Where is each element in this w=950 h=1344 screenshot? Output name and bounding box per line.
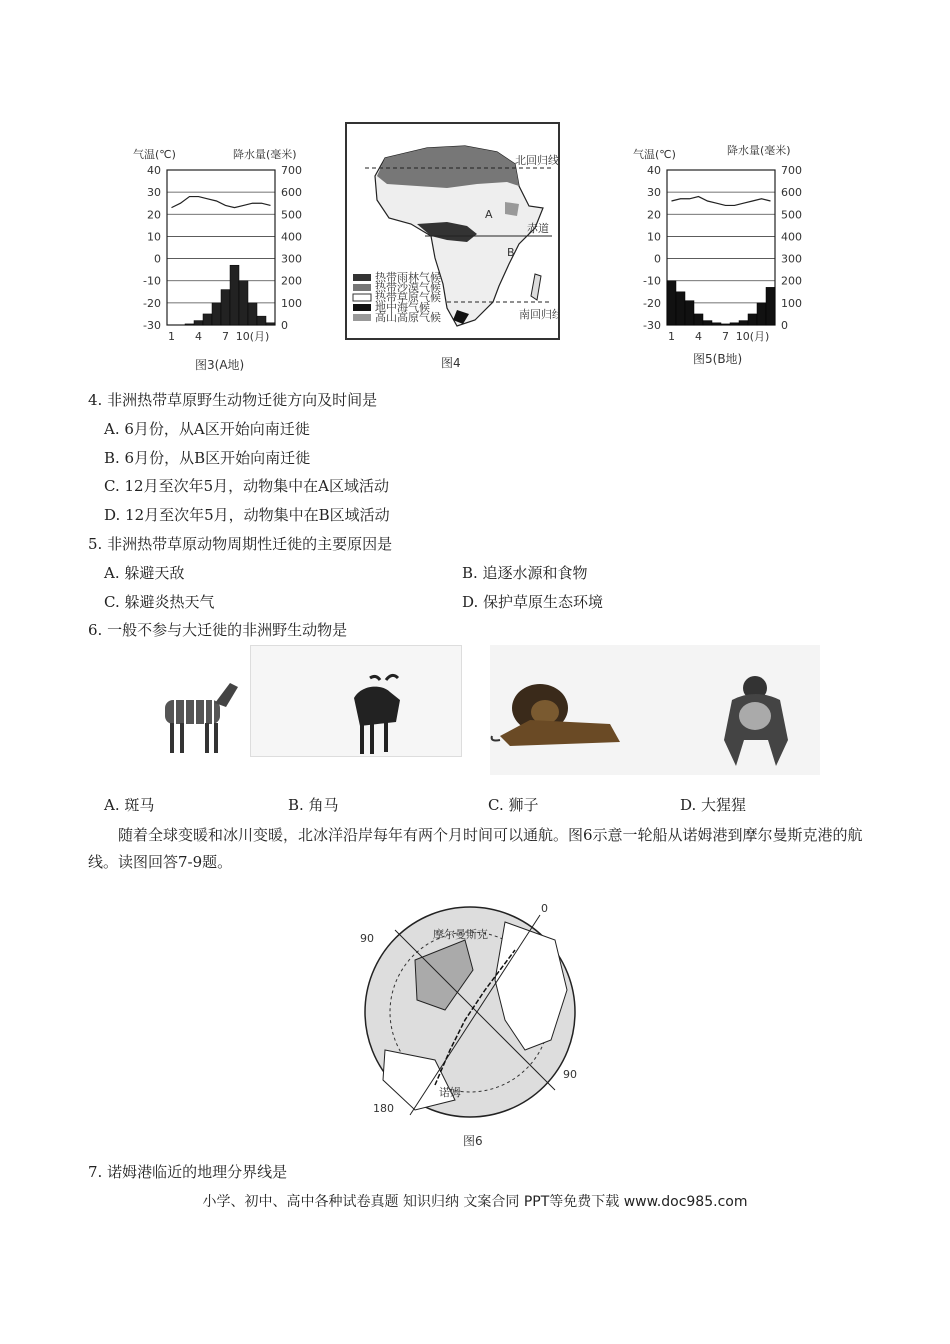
legend-swatch-rainforest [353,274,371,281]
left-tick-label: 10 [147,230,161,244]
left-axis-label: 气温(℃) [633,148,676,161]
climate-chart-b [625,140,825,370]
figure-5 [625,140,825,370]
precip-bar [757,303,766,325]
right-tick-label: 0 [781,319,788,332]
africa-climate-map [345,122,560,340]
right-axis-label: 降水量(毫米) [727,144,791,157]
precip-bar [185,324,194,325]
highland-zone [505,202,519,216]
region-b-label: B [507,246,515,259]
q4-option-c: C. 12月至次年5月，动物集中在A区域活动 [104,477,389,495]
question-7-stem: 7. 诺姆港临近的地理分界线是 [88,1163,288,1181]
legend-swatch-mediterranean [353,304,371,311]
left-tick-label: 10 [647,230,661,244]
legend-swatch-desert [353,284,371,291]
x-tick-label: 1 [668,330,675,343]
right-tick-label: 600 [781,186,802,200]
arctic-route-map [355,900,585,1130]
precip-bar [730,323,739,325]
precip-bar [676,292,685,325]
right-axis-label: 降水量(毫米) [233,148,297,161]
left-tick-label: -20 [643,296,661,310]
figure-caption: 图4 [441,356,461,370]
precip-bar [667,281,676,325]
q4-option-d: D. 12月至次年5月，动物集中在B区域活动 [104,506,390,524]
madagascar [531,274,541,300]
precip-bar [685,301,694,325]
right-tick-label: 400 [781,230,802,244]
x-tick-label: 1 [168,330,175,343]
legend-label: 热带沙漠气候 [375,281,441,294]
nome-label: 诺姆 [439,1086,461,1099]
precip-bar [748,314,757,325]
lon-label: 0 [541,902,548,915]
legend-label: 热带雨林气候 [375,271,441,284]
precip-bar [694,314,703,325]
q6-option-d: D. 大猩猩 [680,796,747,814]
lon-label: 180 [373,1102,394,1115]
q5-option-b: B. 追逐水源和食物 [462,564,588,582]
zebra-image [150,675,245,760]
right-tick-label: 0 [281,319,288,332]
question-6-stem: 6. 一般不参与大迁徙的非洲野生动物是 [88,621,348,639]
right-tick-label: 300 [281,252,302,266]
passage-intro: 随着全球变暖和冰川变暖，北冰洋沿岸每年有两个月时间可以通航。图6示意一轮船从诺姆港到摩尔曼斯克港的航线。读图回答7-9题。 [88,826,863,871]
temperature-line [172,197,271,208]
right-tick-label: 400 [281,230,302,244]
precip-bar [766,287,775,325]
left-tick-label: -30 [643,319,661,332]
lion-image [490,680,630,760]
tropic-n-label: 北回归线 [515,154,559,167]
right-tick-label: 500 [281,208,302,222]
precip-bar [221,290,230,325]
q5-option-d: D. 保护草原生态环境 [462,593,604,611]
left-tick-label: 30 [647,186,661,200]
precip-bar [194,321,203,325]
precip-bar [266,323,275,325]
figure-4 [345,122,560,374]
left-tick-label: 20 [147,208,161,222]
precip-bar [739,321,748,325]
map-legend [353,270,441,324]
animal-images-strip [150,640,850,790]
q6-option-b: B. 角马 [288,796,339,814]
lon-label: 90 [563,1068,577,1081]
q6-option-a: A. 斑马 [104,796,155,814]
left-tick-label: 30 [147,186,161,200]
precip-bar [721,324,730,325]
right-tick-label: 500 [781,208,802,222]
left-tick-label: -20 [143,296,161,310]
precip-bar [212,303,221,325]
precip-bar [239,281,248,325]
wildebeest-image [340,670,410,760]
left-tick-label: 0 [154,252,161,266]
legend-swatch-savanna [353,294,371,301]
equator-label: 赤道 [527,222,549,235]
right-tick-label: 700 [781,164,802,177]
figure-caption: 图6 [463,1134,483,1148]
q4-option-b: B. 6月份，从B区开始向南迁徙 [104,449,311,467]
x-tick-label: 4 [195,330,202,343]
precip-bar [230,265,239,325]
climate-chart-a [125,140,325,370]
murmansk-label: 摩尔曼斯克 [433,928,488,941]
left-tick-label: 0 [654,252,661,266]
page-footer: 小学、初中、高中各种试卷真题 知识归纳 文案合同 PPT等免费下载 www.doc985.com [202,1194,748,1210]
q4-option-a: A. 6月份，从A区开始向南迁徙 [104,420,310,438]
x-tick-label: 7 [222,330,229,343]
x-tick-label: 10(月) [235,330,270,343]
x-tick-label: 10(月) [735,330,770,343]
left-tick-label: 20 [647,208,661,222]
right-tick-label: 100 [281,296,302,310]
figure-3 [125,140,325,370]
right-tick-label: 300 [781,252,802,266]
right-tick-label: 100 [781,296,802,310]
left-axis-label: 气温(℃) [133,148,176,161]
gorilla-image [710,670,800,770]
precip-bar [203,314,212,325]
q6-option-c: C. 狮子 [488,796,539,814]
left-tick-label: -10 [643,274,661,288]
figure-caption: 图5(B地) [693,352,743,366]
left-tick-label: 40 [147,164,161,177]
left-tick-label: -10 [143,274,161,288]
figure-caption: 图3(A地) [195,358,245,372]
legend-swatch-highland [353,314,371,321]
lon-label: 90 [360,932,374,945]
question-4-stem: 4. 非洲热带草原野生动物迁徙方向及时间是 [88,391,378,409]
x-tick-label: 7 [722,330,729,343]
precip-bar [248,303,257,325]
region-a-label: A [485,208,493,221]
question-5-stem: 5. 非洲热带草原动物周期性迁徙的主要原因是 [88,535,393,553]
right-tick-label: 700 [281,164,302,177]
precip-bar [257,316,266,325]
figure-6 [355,900,585,1150]
right-tick-label: 200 [281,274,302,288]
q5-option-c: C. 躲避炎热天气 [104,593,215,611]
precip-bar [712,323,721,325]
x-tick-label: 4 [695,330,702,343]
legend-label: 高山高原气候 [375,311,441,324]
legend-label: 地中海气候 [375,301,430,314]
precip-bar [703,321,712,325]
tropic-s-label: 南回归线 [519,308,560,321]
left-tick-label: 40 [647,164,661,177]
temperature-line [672,197,771,206]
left-tick-label: -30 [143,319,161,332]
legend-label: 热带草原气候 [375,291,441,304]
q5-option-a: A. 躲避天敌 [104,564,185,582]
right-tick-label: 200 [781,274,802,288]
right-tick-label: 600 [281,186,302,200]
